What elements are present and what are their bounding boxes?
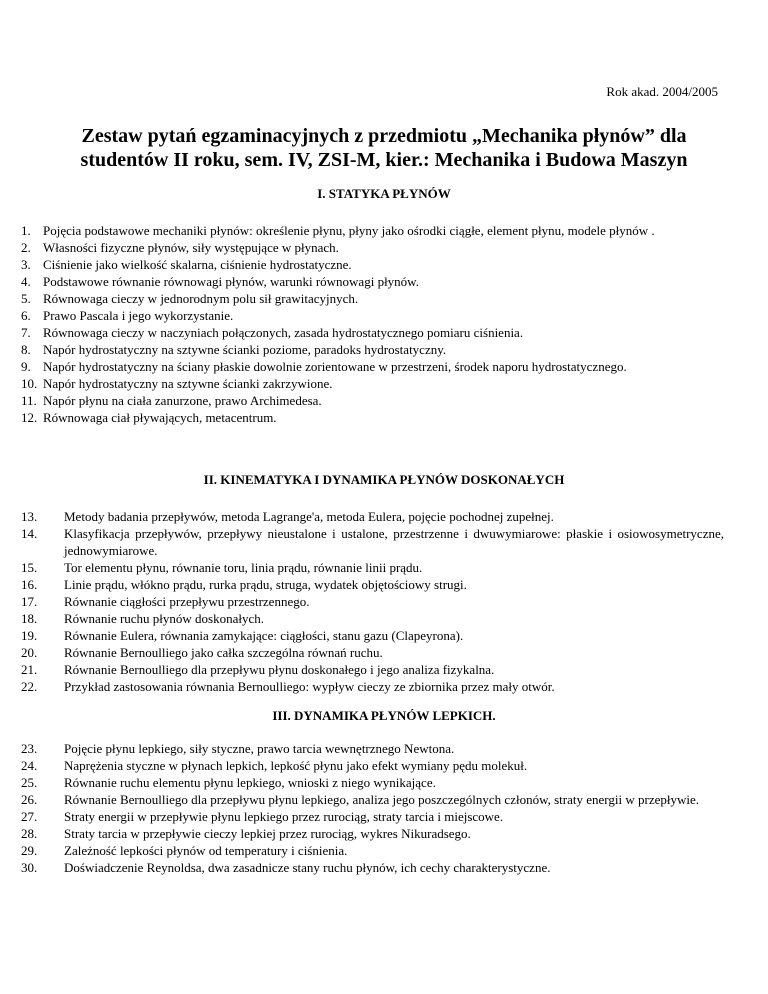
question-number: 29.: [21, 843, 38, 858]
list-item: [21, 358, 724, 375]
list-item: [21, 341, 724, 358]
list-item: [21, 627, 724, 644]
question-text: Klasyfikacja przepływów, przepływy nieustalone i ustalone, przestrzenne i dwuwymiarowe: płaskie i osiowosymetryczne, jednowymiarowe.: [64, 526, 724, 558]
list-item: [21, 791, 724, 808]
list-item: [21, 307, 724, 324]
question-text: Zależność lepkości płynów od temperatury i ciśnienia.: [64, 843, 348, 858]
question-text: Równanie Bernoulliego jako całka szczególna równań ruchu.: [64, 645, 383, 660]
question-text: Równanie ruchu płynów doskonałych.: [64, 611, 265, 626]
academic-year: Rok akad. 2004/2005: [606, 84, 718, 99]
question-list-viscous: [21, 740, 724, 876]
question-number: 18.: [21, 611, 38, 626]
question-list-statics: [21, 222, 724, 426]
question-number: 3.: [21, 257, 31, 272]
question-text: Ciśnienie jako wielkość skalarna, ciśnienie hydrostatyczne.: [43, 257, 352, 272]
question-number: 4.: [21, 274, 31, 289]
question-number: 28.: [21, 826, 38, 841]
list-item: [21, 757, 724, 774]
question-text: Równanie ruchu elementu płynu lepkiego, wnioski z niego wynikające.: [64, 775, 436, 790]
question-text: Równanie ciągłości przepływu przestrzennego.: [64, 594, 310, 609]
question-number: 25.: [21, 775, 38, 790]
list-item: [21, 774, 724, 791]
list-item: [21, 859, 724, 876]
question-text: Doświadczenie Reynoldsa, dwa zasadnicze stany ruchu płynów, ich cechy charakterystyczne.: [64, 860, 551, 875]
question-number: 1.: [21, 223, 31, 238]
list-item: [21, 842, 724, 859]
question-list-kinematics: [21, 508, 724, 695]
list-item: [21, 256, 724, 273]
question-text: Napór płynu na ciała zanurzone, prawo Archimedesa.: [43, 393, 322, 408]
list-item: [21, 644, 724, 661]
question-text: Napór hydrostatyczny na sztywne ścianki zakrzywione.: [43, 376, 333, 391]
question-text: Napór hydrostatyczny na ściany płaskie dowolnie zorientowane w przestrzeni, środek naporu hydrostatycznego.: [43, 359, 627, 374]
question-text: Tor elementu płynu, równanie toru, linia prądu, równanie linii prądu.: [64, 560, 423, 575]
question-text: Metody badania przepływów, metoda Lagrange'a, metoda Eulera, pojęcie pochodnej zupełnej.: [64, 509, 554, 524]
question-number: 13.: [21, 509, 38, 524]
document-title: [40, 124, 728, 172]
title-line-2: studentów II roku, sem. IV, ZSI-M, kier.: Mechanika i Budowa Maszyn: [80, 149, 688, 171]
question-text: Podstawowe równanie równowagi płynów, warunki równowagi płynów.: [43, 274, 419, 289]
question-number: 21.: [21, 662, 38, 677]
question-number: 15.: [21, 560, 38, 575]
list-item: [21, 525, 724, 559]
list-item: [21, 375, 724, 392]
question-text: Prawo Pascala i jego wykorzystanie.: [43, 308, 234, 323]
question-number: 22.: [21, 679, 38, 694]
question-text: Równowaga cieczy w jednorodnym polu sił grawitacyjnych.: [43, 291, 359, 306]
list-item: [21, 610, 724, 627]
question-text: Równowaga ciał pływających, metacentrum.: [43, 410, 277, 425]
question-text: Linie prądu, włókno prądu, rurka prądu, struga, wydatek objętościowy strugi.: [64, 577, 467, 592]
question-text: Przykład zastosowania równania Bernoulliego: wypływ cieczy ze zbiornika przez mały otwór.: [64, 679, 555, 694]
question-text: Równanie Eulera, równania zamykające: ciągłości, stanu gazu (Clapeyrona).: [64, 628, 464, 643]
list-item: [21, 324, 724, 341]
question-number: 8.: [21, 342, 31, 357]
question-number: 10.: [21, 376, 38, 391]
question-number: 26.: [21, 792, 38, 807]
section-heading-viscous: III. DYNAMIKA PŁYNÓW LEPKICH.: [272, 708, 496, 723]
list-item: [21, 576, 724, 593]
section-heading-statics: I. STATYKA PŁYNÓW: [317, 186, 451, 201]
list-item: [21, 508, 724, 525]
question-number: 7.: [21, 325, 31, 340]
list-item: [21, 808, 724, 825]
question-text: Pojęcie płynu lepkiego, siły styczne, prawo tarcia wewnętrznego Newtona.: [64, 741, 455, 756]
question-text: Naprężenia styczne w płynach lepkich, lepkość płynu jako efekt wymiany pędu molekuł.: [64, 758, 528, 773]
question-number: 14.: [21, 526, 38, 541]
question-number: 24.: [21, 758, 38, 773]
list-item: [21, 678, 724, 695]
question-number: 30.: [21, 860, 38, 875]
list-item: [21, 222, 724, 239]
list-item: [21, 409, 724, 426]
list-item: [21, 740, 724, 757]
question-text: Równanie Bernoulliego dla przepływu płynu doskonałego i jego analiza fizykalna.: [64, 662, 495, 677]
list-item: [21, 392, 724, 409]
list-item: [21, 290, 724, 307]
question-number: 9.: [21, 359, 31, 374]
question-number: 17.: [21, 594, 38, 609]
question-number: 16.: [21, 577, 38, 592]
list-item: [21, 559, 724, 576]
list-item: [21, 593, 724, 610]
question-text: Pojęcia podstawowe mechaniki płynów: określenie płynu, płyny jako ośrodki ciągłe, element płynu, modele płynów .: [43, 223, 655, 238]
question-number: 23.: [21, 741, 38, 756]
question-text: Równanie Bernoulliego dla przepływu płynu lepkiego, analiza jego poszczególnych członów, straty energii w przepływie.: [64, 792, 699, 807]
title-line-1: Zestaw pytań egzaminacyjnych z przedmiotu „Mechanika płynów” dla: [81, 125, 687, 147]
question-number: 5.: [21, 291, 31, 306]
list-item: [21, 661, 724, 678]
list-item: [21, 239, 724, 256]
question-text: Straty energii w przepływie płynu lepkiego przez rurociąg, straty tarcia i miejscowe.: [64, 809, 504, 824]
question-text: Własności fizyczne płynów, siły występujące w płynach.: [43, 240, 339, 255]
list-item: [21, 825, 724, 842]
question-text: Straty tarcia w przepływie cieczy lepkiej przez rurociąg, wykres Nikuradsego.: [64, 826, 471, 841]
list-item: [21, 273, 724, 290]
question-text: Równowaga cieczy w naczyniach połączonych, zasada hydrostatycznego pomiaru ciśnienia.: [43, 325, 524, 340]
question-text: Napór hydrostatyczny na sztywne ścianki poziome, paradoks hydrostatyczny.: [43, 342, 447, 357]
section-heading-kinematics: II. KINEMATYKA I DYNAMIKA PŁYNÓW DOSKONAŁYCH: [203, 472, 565, 487]
question-number: 12.: [21, 410, 38, 425]
question-number: 11.: [21, 393, 37, 408]
question-number: 20.: [21, 645, 38, 660]
question-number: 2.: [21, 240, 31, 255]
question-number: 19.: [21, 628, 38, 643]
question-number: 27.: [21, 809, 38, 824]
question-number: 6.: [21, 308, 31, 323]
